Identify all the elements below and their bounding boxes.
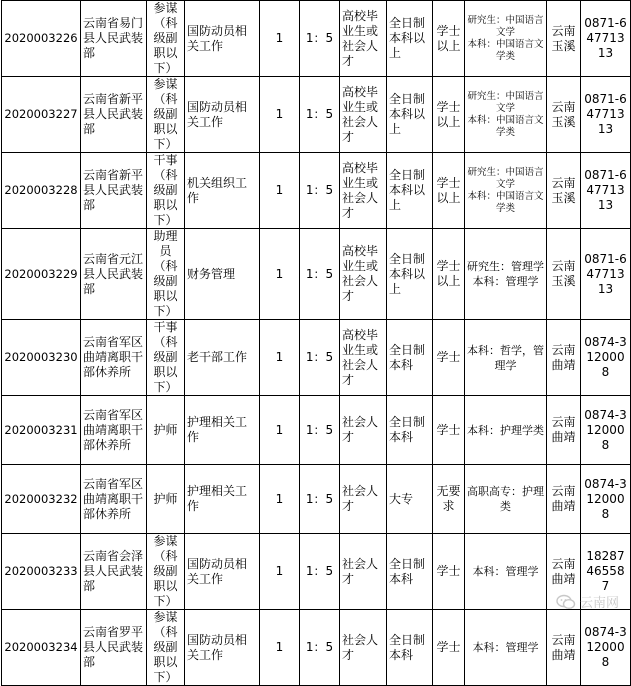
source-cell: 高校毕业生或社会人才 [340,153,387,229]
source-cell: 高校毕业生或社会人才 [340,320,387,396]
rank-cell: 干事（科级副职以下） [147,153,185,229]
source-cell: 高校毕业生或社会人才 [340,229,387,320]
ratio-cell: 1：5 [300,229,340,320]
ratio-cell: 1：5 [300,534,340,610]
phone-cell: 0874-3120008 [581,610,631,686]
location-cell: 云南玉溪 [547,229,581,320]
table-row [2,610,631,686]
count-cell: 1 [260,320,300,396]
education-cell: 全日制本科以上 [387,77,433,153]
job-id-cell: 2020003234 [2,610,81,686]
major-cell: 本科：护理学类 [465,396,547,465]
job-cell: 老干部工作 [185,320,260,396]
source-cell: 社会人才 [340,610,387,686]
source-cell: 高校毕业生或社会人才 [340,77,387,153]
degree-cell: 无要求 [433,465,465,534]
unit-cell: 云南省元江县人民武装部 [81,229,147,320]
rank-cell: 助理员（科级副职以下） [147,229,185,320]
unit-cell: 云南省新平县人民武装部 [81,153,147,229]
education-cell: 大专 [387,465,433,534]
location-cell: 云南玉溪 [547,153,581,229]
location-cell: 云南曲靖 [547,465,581,534]
ratio-cell: 1：5 [300,320,340,396]
count-cell: 1 [260,396,300,465]
count-cell: 1 [260,465,300,534]
education-cell: 全日制本科以上 [387,153,433,229]
location-cell: 云南曲靖 [547,534,581,610]
major-cell: 研究生：中国语言文学 本科：中国语言文学类 [465,77,547,153]
table-row [2,534,631,610]
source-cell: 社会人才 [340,534,387,610]
unit-cell: 云南省军区曲靖离职干部休养所 [81,320,147,396]
education-cell: 全日制本科 [387,610,433,686]
job-id-cell: 2020003233 [2,534,81,610]
rank-cell: 参谋（科级副职以下） [147,534,185,610]
ratio-cell: 1：5 [300,396,340,465]
job-id-cell: 2020003226 [2,1,81,77]
education-cell: 全日制本科 [387,396,433,465]
count-cell: 1 [260,77,300,153]
education-cell: 全日制本科 [387,534,433,610]
major-cell: 本科：哲学，管理学 [465,320,547,396]
count-cell: 1 [260,229,300,320]
table-row [2,396,631,465]
major-cell: 高职高专：护理类 [465,465,547,534]
degree-cell: 学士以上 [433,153,465,229]
major-cell: 本科：管理学 [465,534,547,610]
rank-cell: 护师 [147,396,185,465]
count-cell: 1 [260,153,300,229]
job-id-cell: 2020003232 [2,465,81,534]
degree-cell: 学士 [433,610,465,686]
job-id-cell: 2020003229 [2,229,81,320]
table-row [2,320,631,396]
job-cell: 国防动员相关工作 [185,77,260,153]
recruitment-table [1,0,631,686]
ratio-cell: 1：5 [300,153,340,229]
job-cell: 护理相关工作 [185,396,260,465]
unit-cell: 云南省新平县人民武装部 [81,77,147,153]
location-cell: 云南玉溪 [547,1,581,77]
location-cell: 云南曲靖 [547,320,581,396]
phone-cell: 18287465587 [581,534,631,610]
phone-cell: 0871-64771313 [581,77,631,153]
phone-cell: 0874-3120008 [581,320,631,396]
source-cell: 高校毕业生或社会人才 [340,1,387,77]
rank-cell: 参谋（科级副职以下） [147,1,185,77]
major-cell: 本科：管理学 [465,610,547,686]
job-cell: 国防动员相关工作 [185,534,260,610]
count-cell: 1 [260,534,300,610]
job-id-cell: 2020003228 [2,153,81,229]
count-cell: 1 [260,1,300,77]
degree-cell: 学士以上 [433,77,465,153]
table-row [2,229,631,320]
unit-cell: 云南省军区曲靖离职干部休养所 [81,396,147,465]
degree-cell: 学士以上 [433,229,465,320]
source-cell: 社会人才 [340,465,387,534]
degree-cell: 学士 [433,534,465,610]
watermark-text: 云南网 [579,596,619,611]
ratio-cell: 1：5 [300,610,340,686]
ratio-cell: 1：5 [300,1,340,77]
table-row [2,77,631,153]
major-cell: 研究生：中国语言文学 本科：中国语言文学类 [465,153,547,229]
rank-cell: 护师 [147,465,185,534]
job-cell: 国防动员相关工作 [185,1,260,77]
job-cell: 护理相关工作 [185,465,260,534]
rank-cell: 参谋（科级副职以下） [147,77,185,153]
education-cell: 全日制本科以上 [387,229,433,320]
count-cell: 1 [260,610,300,686]
major-cell: 研究生：管理学 本科：管理学 [465,229,547,320]
job-cell: 国防动员相关工作 [185,610,260,686]
location-cell: 云南曲靖 [547,396,581,465]
rank-cell: 参谋（科级副职以下） [147,610,185,686]
location-cell: 云南玉溪 [547,77,581,153]
phone-cell: 0871-64771313 [581,1,631,77]
location-cell: 云南曲靖 [547,610,581,686]
degree-cell: 学士以上 [433,1,465,77]
unit-cell: 云南省易门县人民武装部 [81,1,147,77]
degree-cell: 学士 [433,320,465,396]
phone-cell: 0874-3120008 [581,396,631,465]
job-cell: 财务管理 [185,229,260,320]
table-row [2,465,631,534]
source-cell: 社会人才 [340,396,387,465]
table-row [2,1,631,77]
job-id-cell: 2020003231 [2,396,81,465]
major-cell: 研究生：中国语言文学 本科：中国语言文学类 [465,1,547,77]
education-cell: 全日制本科以上 [387,1,433,77]
phone-cell: 0871-64771313 [581,229,631,320]
unit-cell: 云南省罗平县人民武装部 [81,610,147,686]
education-cell: 全日制本科 [387,320,433,396]
job-id-cell: 2020003230 [2,320,81,396]
rank-cell: 干事（科级副职以下） [147,320,185,396]
table-row [2,153,631,229]
job-id-cell: 2020003227 [2,77,81,153]
degree-cell: 学士 [433,396,465,465]
phone-cell: 0871-64771313 [581,153,631,229]
ratio-cell: 1：5 [300,465,340,534]
unit-cell: 云南省会泽县人民武装部 [81,534,147,610]
ratio-cell: 1：5 [300,77,340,153]
unit-cell: 云南省军区曲靖离职干部休养所 [81,465,147,534]
phone-cell: 0874-3120008 [581,465,631,534]
job-cell: 机关组织工作 [185,153,260,229]
